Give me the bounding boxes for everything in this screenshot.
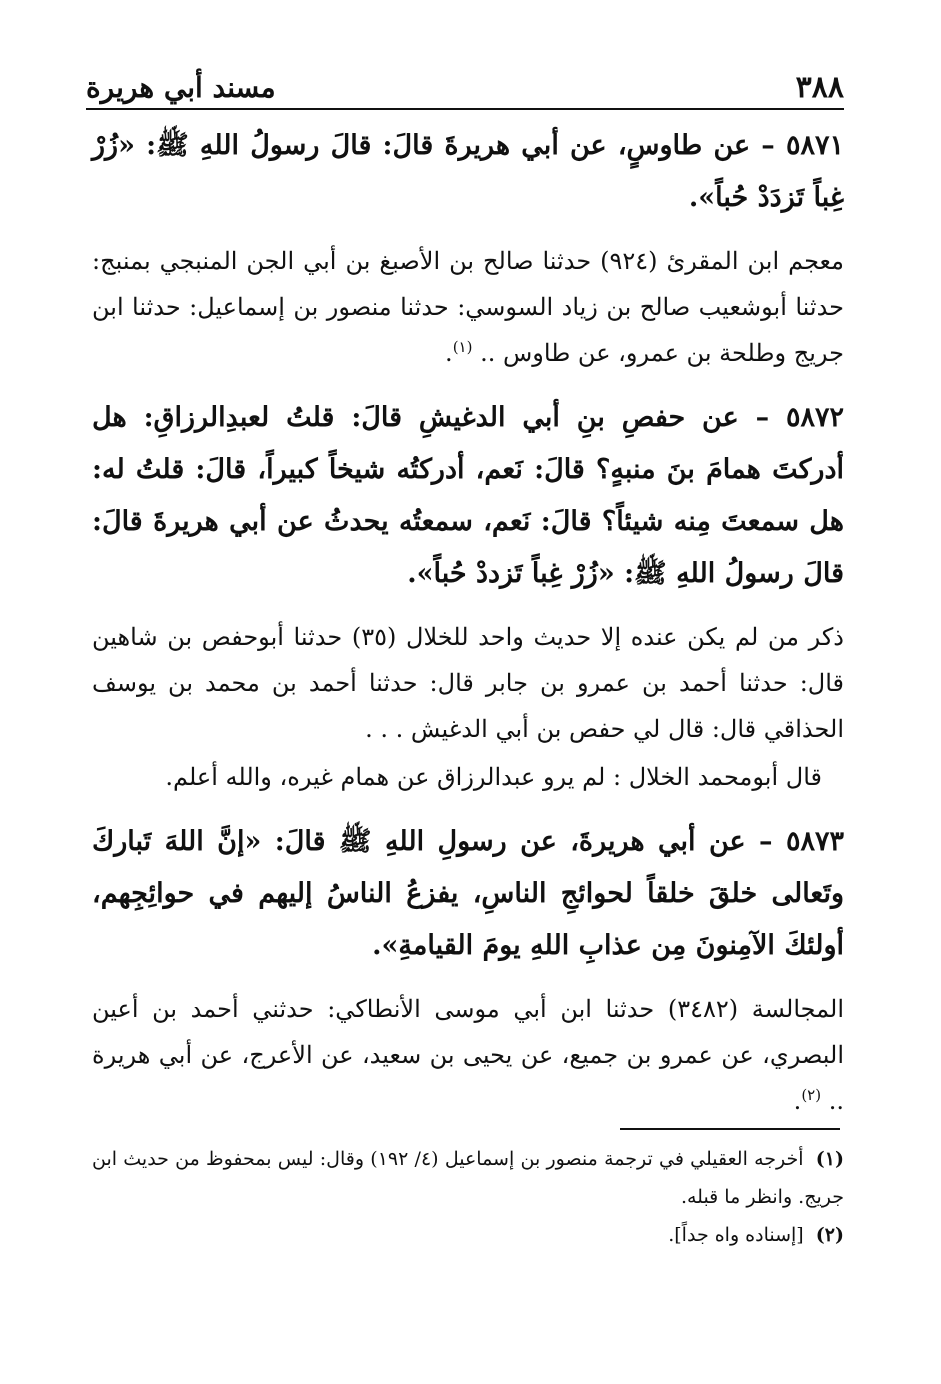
footnote-mark: (٢) <box>815 1224 844 1246</box>
page-header <box>86 62 844 110</box>
footnotes <box>92 1140 844 1254</box>
running-title: مسند أبي هريرة <box>86 71 276 104</box>
hadith-text: – عن حفصِ بنِ أبي الدغيشِ قالَ: قلتُ لعبدِالرزاقِ: هل أدركتَ همامَ بنَ منبهٍ؟ قالَ: نَعم، أدركتُه شيخاً كبيراً، قالَ: قلتُ له: هل سمعتَ مِنه شيئاً؟ قالَ: نَعم، سمعتُه يحدثُ عن أبي هريرةَ قالَ: قالَ رسولُ اللهِ ﷺ: «زُرْ غِباً تَزددْ حُباً». <box>92 402 844 589</box>
footnote-text: [إسناده واه جداً]. <box>668 1224 804 1246</box>
footnote-divider <box>620 1128 840 1130</box>
hadith-5872 <box>92 392 844 600</box>
page-body <box>92 120 844 1140</box>
source-text: المجالسة (٣٤٨٢) حدثنا ابن أبي موسى الأنطاكي: حدثني أحمد بن أعين البصري، عن عمرو بن جميع، عن يحيى بن سعيد، عن الأعرج، عن أبي هريرة .. <box>92 995 844 1115</box>
hadith-number: ٥٨٧٣ <box>785 826 844 857</box>
footnote-text: أخرجه العقيلي في ترجمة منصور بن إسماعيل (٤/ ١٩٢) وقال: ليس بمحفوظ من حديث ابن جريج. وانظر ما قبله. <box>92 1148 844 1208</box>
source-text: معجم ابن المقرئ (٩٢٤) حدثنا صالح بن الأصبغ بن أبي الجن المنبجي بمنبج: حدثنا أبوشعيب صالح بن زياد السوسي: حدثنا منصور بن إسماعيل: حدثنا ابن جريج وطلحة بن عمرو، عن طاوس .. <box>92 247 844 367</box>
footnote-1 <box>92 1140 844 1216</box>
page-number: ٣٨٨ <box>795 70 844 105</box>
hadith-5873 <box>92 816 844 972</box>
hadith-text: – عن طاوسٍ، عن أبي هريرةَ قالَ: قالَ رسولُ اللهِ ﷺ: «زُرْ غِباً تَزدَدْ حُباً». <box>92 130 844 213</box>
hadith-number: ٥٨٧٢ <box>786 402 845 433</box>
footnote-2 <box>92 1216 844 1254</box>
source-5871: معجم ابن المقرئ (٩٢٤) حدثنا صالح بن الأصبغ بن أبي الجن المنبجي بمنبج: حدثنا أبوشعيب صالح بن زياد السوسي: حدثنا منصور بن إسماعيل: حدثنا ابن جريج وطلحة بن عمرو، عن طاوس .. $^{(١)}$. <box>92 247 844 367</box>
footnote-ref: (١) <box>452 338 473 356</box>
source-note-5872: قال أبومحمد الخلال : لم يرو عبدالرزاق عن همام غيره، والله أعلم. <box>165 763 822 791</box>
footnote-ref: (٢) <box>801 1086 822 1104</box>
source-5873: المجالسة (٣٤٨٢) حدثنا ابن أبي موسى الأنطاكي: حدثني أحمد بن أعين البصري، عن عمرو بن جميع، عن يحيى بن سعيد، عن الأعرج، عن أبي هريرة .. $^{(٢)}$. <box>92 995 844 1115</box>
hadith-5871 <box>92 120 844 224</box>
hadith-text: – عن أبي هريرةَ، عن رسولِ اللهِ ﷺ قالَ: «إنَّ اللهَ تَباركَ وتَعالى خلقَ خلقاً لحوائجِ الناسِ، يفزعُ الناسُ إليهم في حوائِجِهم، أولئكَ الآمِنونَ مِن عذابِ اللهِ يومَ القيامةِ». <box>92 826 844 961</box>
source-text: ذكر من لم يكن عنده إلا حديث واحد للخلال (٣٥) حدثنا أبوحفص بن شاهين قال: حدثنا أحمد بن عمرو بن جابر قال: حدثنا أحمد بن محمد بن يوسف الحذاقي قال: قال لي حفص بن أبي الدغيش . . . <box>92 623 844 743</box>
footnote-mark: (١) <box>815 1148 844 1170</box>
hadith-number: ٥٨٧١ <box>785 130 844 161</box>
source-5872 <box>92 614 844 752</box>
